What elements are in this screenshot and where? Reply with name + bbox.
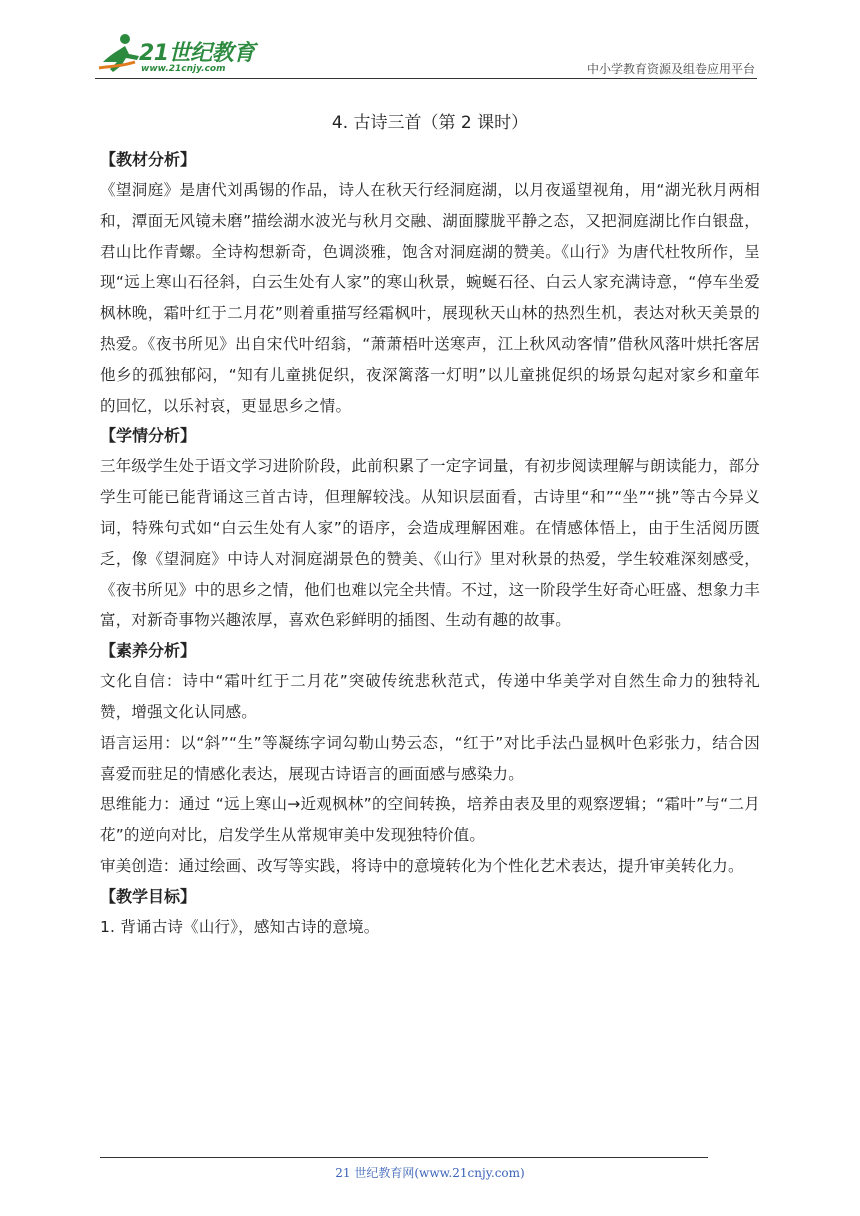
page-footer[interactable]: 21 世纪教育网(www.21cnjy.com) (335, 1166, 525, 1180)
header-divider (95, 78, 757, 79)
paragraph: 文化自信：诗中“霜叶红于二月花”突破传统悲秋范式，传递中华美学对自然生命力的独特礼赞，增强文化认同感。 (100, 672, 760, 721)
logo-url: www.21cnjy.com (141, 64, 226, 74)
logo-text: 21世纪教育 (139, 41, 255, 66)
section-student-analysis (100, 421, 760, 636)
paragraph: 1. 背诵古诗《山行》，感知古诗的意境。 (100, 917, 380, 936)
paragraph: 语言运用：以“斜”“生”等凝练字词勾勒山势云态，“红于”对比手法凸显枫叶色彩张力，结合因喜爱而驻足的情感化表达，展现古诗语言的画面感与感染力。 (100, 733, 760, 783)
paragraph: 三年级学生处于语文学习进阶阶段，此前积累了一定字词量，有初步阅读理解与朗读能力，部分学生可能已能背诵这三首古诗，但理解较浅。从知识层面看，古诗里“和”“坐”“挑”等古今异义词，特殊句式如“白云生处有人家”的语序，会造成理解困难。在情感体悟上，由于生活阅历匮乏，像《望洞庭》中诗人对洞庭湖景色的赞美、《山行》里对秋景的热爱，学生较难深刻感受，《夜书所见》中的思乡之情，他们也难以完全共情。不过，这一阶段学生好奇心旺盛、想象力丰富，对新奇事物兴趣浓厚，喜欢色彩鲜明的插图、生动有趣的故事。 (100, 457, 760, 630)
section-heading: 【教学目标】 (100, 886, 197, 906)
section-heading: 【教材分析】 (100, 150, 197, 169)
paragraph: 审美创造：通过绘画、改写等实践，将诗中的意境转化为个性化艺术表达，提升审美转化力。 (100, 856, 744, 875)
paragraph: 思维能力：通过 “远上寒山→近观枫林”的空间转换，培养由表及里的观察逻辑；“霜叶”与“二月花”的逆向对比，启发学生从常规审美中发现独特价值。 (100, 795, 760, 845)
runner-logo-icon (95, 32, 143, 76)
section-heading: 【学情分析】 (100, 426, 197, 446)
page-header (95, 32, 755, 80)
section-literacy-analysis (100, 636, 760, 882)
document-body (100, 145, 760, 943)
platform-label: 中小学教育资源及组卷应用平台 (586, 62, 755, 76)
footer-divider (100, 1157, 708, 1158)
paragraph: 《望洞庭》是唐代刘禹锡的作品，诗人在秋天行经洞庭湖，以月夜遥望视角，用“湖光秋月两相和，潭面无风镜未磨”描绘湖水波光与秋月交融、湖面朦胧平静之态，又把洞庭湖比作白银盘，君山比作青螺。全诗构想新奇，色调淡雅，饱含对洞庭湖的赞美。《山行》为唐代杜牧所作，呈现“远上寒山石径斜，白云生处有人家”的寒山秋景，蜿蜒石径、白云人家充满诗意，“停车坐爱枫林晚，霜叶红于二月花”则着重描写经霜枫叶，展现秋天山林的热烈生机，表达对秋天美景的热爱。《夜书所见》出自宋代叶绍翁，“萧萧梧叶送寒声，江上秋风动客情”借秋风落叶烘托客居他乡的孤独郁闷，“知有儿童挑促织，夜深篱落一灯明”以儿童挑促织的场景勾起对家乡和童年的回忆，以乐衬哀，更显思乡之情。 (100, 181, 760, 415)
site-logo[interactable] (95, 32, 265, 78)
section-teaching-goals (100, 882, 760, 943)
section-textbook-analysis (100, 145, 760, 421)
page-title: 4. 古诗三首（第 2 课时） (331, 113, 529, 133)
section-heading: 【素养分析】 (100, 641, 197, 661)
